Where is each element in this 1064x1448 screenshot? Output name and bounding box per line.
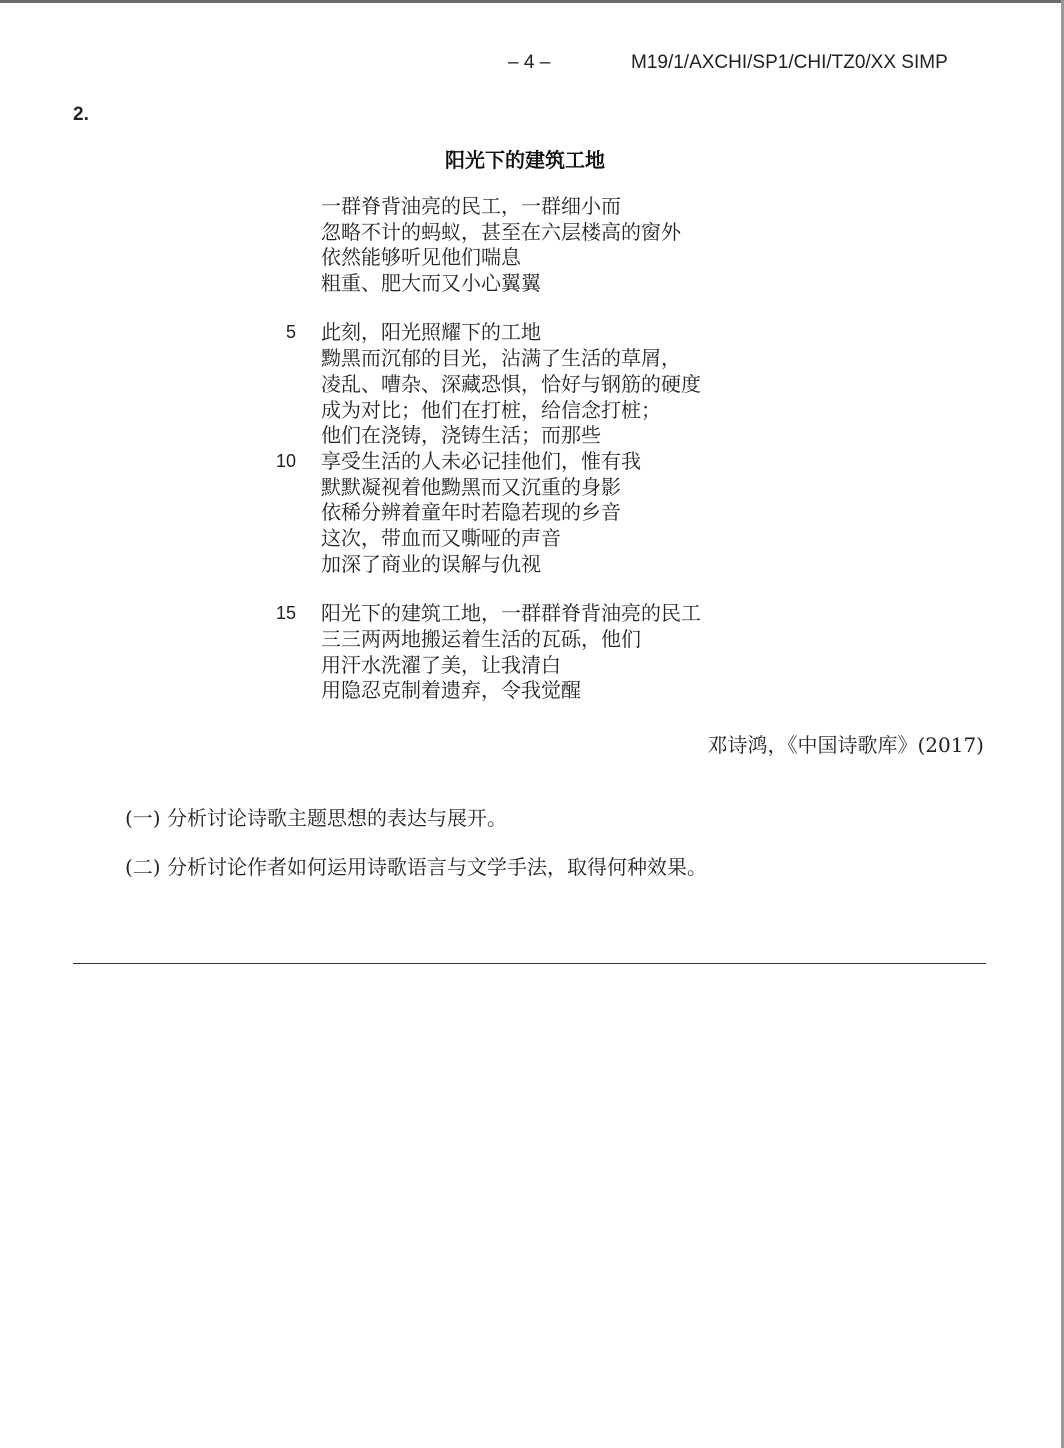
poem-line: 依然能够听见他们喘息 xyxy=(321,245,521,269)
poem-line: 依稀分辨着童年时若隐若现的乡音 xyxy=(321,500,621,524)
poem-line: 此刻，阳光照耀下的工地 xyxy=(321,320,541,344)
poem-line: 用隐忍克制着遗弃，令我觉醒 xyxy=(321,678,581,702)
poem-line: 阳光下的建筑工地，一群群脊背油亮的民工 xyxy=(321,601,701,625)
document-code: M19/1/AXCHI/SP1/CHI/TZ0/XX SIMP xyxy=(631,52,948,73)
line-number: 10 xyxy=(275,451,296,471)
poem-line: 三三两两地搬运着生活的瓦砾，他们 xyxy=(321,627,641,651)
poem-line: 默默凝视着他黝黑而又沉重的身影 xyxy=(321,475,621,499)
task-item: (一) 分析讨论诗歌主题思想的表达与展开。 xyxy=(125,806,507,830)
poem-line: 他们在浇铸，浇铸生活；而那些 xyxy=(321,423,601,447)
section-divider xyxy=(73,963,986,964)
poem-line: 享受生活的人未必记挂他们，惟有我 xyxy=(321,449,641,473)
poem-line: 用汗水洗濯了美，让我清白 xyxy=(321,653,561,677)
line-number: 5 xyxy=(285,322,296,342)
poem-attribution: 邓诗鸿，《中国诗歌库》(2017) xyxy=(707,733,984,757)
top-border xyxy=(0,0,1064,3)
line-number: 15 xyxy=(275,603,296,623)
poem-line: 加深了商业的误解与仇视 xyxy=(321,552,541,576)
poem-line: 粗重、肥大而又小心翼翼 xyxy=(321,271,541,295)
poem-line: 这次，带血而又嘶哑的声音 xyxy=(321,526,561,550)
poem-line: 黝黑而沉郁的目光，沾满了生活的草屑， xyxy=(321,346,681,370)
poem-line: 一群脊背油亮的民工，一群细小而 xyxy=(321,194,621,218)
poem-line: 成为对比；他们在打桩，给信念打桩； xyxy=(321,398,661,422)
question-number: 2. xyxy=(73,104,89,125)
poem-line: 凌乱、嘈杂、深藏恐惧，恰好与钢筋的硬度 xyxy=(321,372,701,396)
task-item: (二) 分析讨论作者如何运用诗歌语言与文学手法，取得何种效果。 xyxy=(125,855,707,879)
poem-title: 阳光下的建筑工地 xyxy=(445,148,605,172)
page-number: – 4 – xyxy=(508,52,551,73)
poem-line: 忽略不计的蚂蚁，甚至在六层楼高的窗外 xyxy=(321,220,681,244)
